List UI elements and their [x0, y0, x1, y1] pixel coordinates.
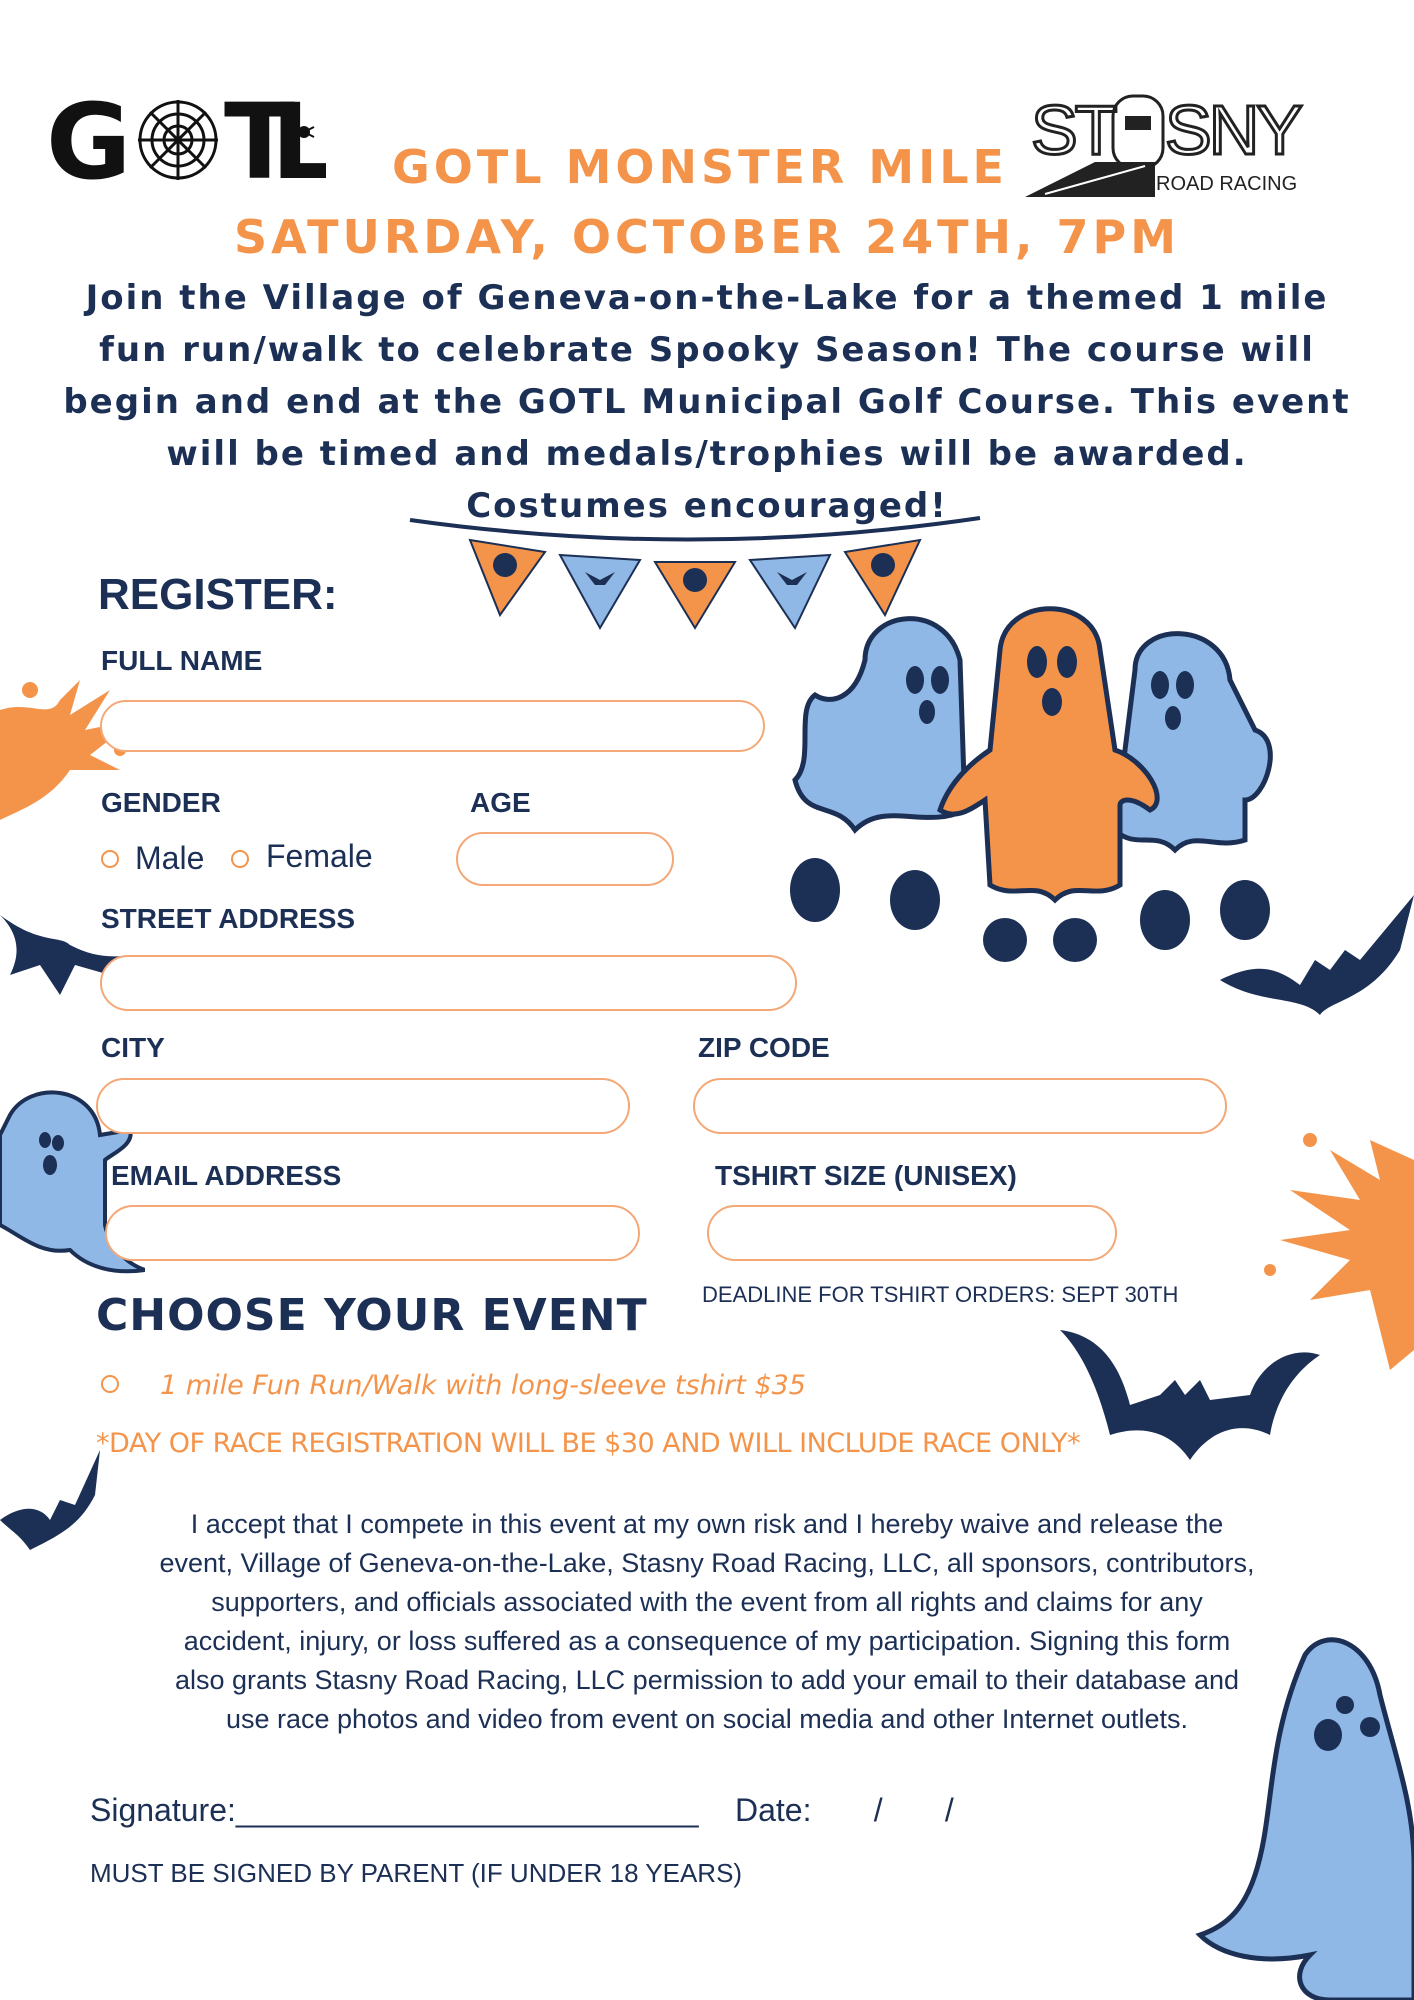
street-address-label: STREET ADDRESS [101, 903, 356, 934]
zip-code-label: ZIP CODE [698, 1032, 830, 1063]
event-option-label: 1 mile Fun Run/Walk with long-sleeve tshirt $35 [160, 1370, 806, 1401]
waiver-line: supporters, and officials associated with the event from all rights and claims for any [211, 1587, 1203, 1617]
age-field[interactable] [456, 832, 674, 886]
full-name-label: FULL NAME [101, 645, 263, 676]
svg-text:SNY: SNY [1165, 91, 1300, 169]
zip-code-field[interactable] [693, 1078, 1227, 1134]
waiver-line: use race photos and video from event on social media and other Internet outlets. [225, 1704, 1189, 1734]
parent-signature-note: MUST BE SIGNED BY PARENT (IF UNDER 18 YEARS) [90, 1858, 743, 1888]
event-date: SATURDAY, OCTOBER 24TH, 7PM [233, 210, 1181, 264]
gender-male-radio[interactable] [101, 850, 119, 868]
pumpkin-flag-icon [655, 562, 735, 628]
choose-event-heading: CHOOSE YOUR EVENT [96, 1290, 648, 1341]
waiver-text [90, 1505, 1324, 1739]
intro-line: Costumes encouraged! [466, 486, 948, 526]
email-address-label: EMAIL ADDRESS [111, 1160, 342, 1191]
svg-text:L: L [271, 90, 326, 190]
tshirt-deadline-note: DEADLINE FOR TSHIRT ORDERS: SEPT 30TH [702, 1282, 1179, 1307]
day-of-registration-note: *DAY OF RACE REGISTRATION WILL BE $30 AND WILL INCLUDE RACE ONLY* [96, 1428, 1081, 1459]
city-field[interactable] [96, 1078, 630, 1134]
date-line[interactable]: Date: / / [735, 1792, 954, 1828]
svg-text:G: G [46, 90, 132, 190]
svg-text:T: T [224, 90, 295, 190]
bat-flag-icon [560, 555, 640, 628]
tshirt-size-field[interactable] [707, 1205, 1117, 1261]
gender-male-label: Male [135, 840, 205, 876]
event-title: GOTL MONSTER MILE [392, 140, 1008, 194]
intro-line: fun run/walk to celebrate Spooky Season! The course will [99, 330, 1315, 370]
intro-line: Join the Village of Geneva-on-the-Lake for a themed 1 mile [85, 278, 1329, 318]
city-label: CITY [101, 1032, 165, 1063]
intro-line: begin and end at the GOTL Municipal Golf Course. This event [63, 382, 1351, 422]
waiver-line: accident, injury, or loss suffered as a consequence of my participation. Signing this form [183, 1626, 1231, 1656]
waiver-line: also grants Stasny Road Racing, LLC permission to add your email to their database and [174, 1665, 1240, 1695]
signature-line[interactable]: Signature:__________________________ [90, 1792, 699, 1828]
svg-text:ST: ST [1031, 91, 1115, 169]
street-address-field[interactable] [100, 955, 797, 1011]
waiver-line: event, Village of Geneva-on-the-Lake, Stasny Road Racing, LLC, all sponsors, contributors, [159, 1548, 1255, 1578]
event-description [30, 272, 1384, 532]
gender-label: GENDER [101, 787, 221, 818]
full-name-field[interactable] [100, 700, 765, 752]
blue-ghost-icon [790, 619, 965, 930]
email-address-field[interactable] [105, 1205, 640, 1261]
bat-icon [1060, 1325, 1320, 1465]
intro-line: will be timed and medals/trophies will be awarded. [166, 434, 1248, 474]
gender-female-radio[interactable] [231, 850, 249, 868]
waiver-line: I accept that I compete in this event at my own risk and I hereby waive and release the [190, 1509, 1224, 1539]
orange-ghost-icon [940, 609, 1157, 962]
bat-icon [1220, 890, 1414, 1020]
event-option-radio[interactable] [101, 1375, 119, 1393]
pumpkin-flag-icon [470, 540, 545, 615]
register-heading: REGISTER: [98, 570, 338, 619]
svg-text:ROAD RACING: ROAD RACING [1156, 173, 1298, 195]
age-label: AGE [470, 787, 531, 818]
tshirt-size-label: TSHIRT SIZE (UNISEX) [715, 1160, 1017, 1191]
gender-female-label: Female [266, 838, 373, 874]
